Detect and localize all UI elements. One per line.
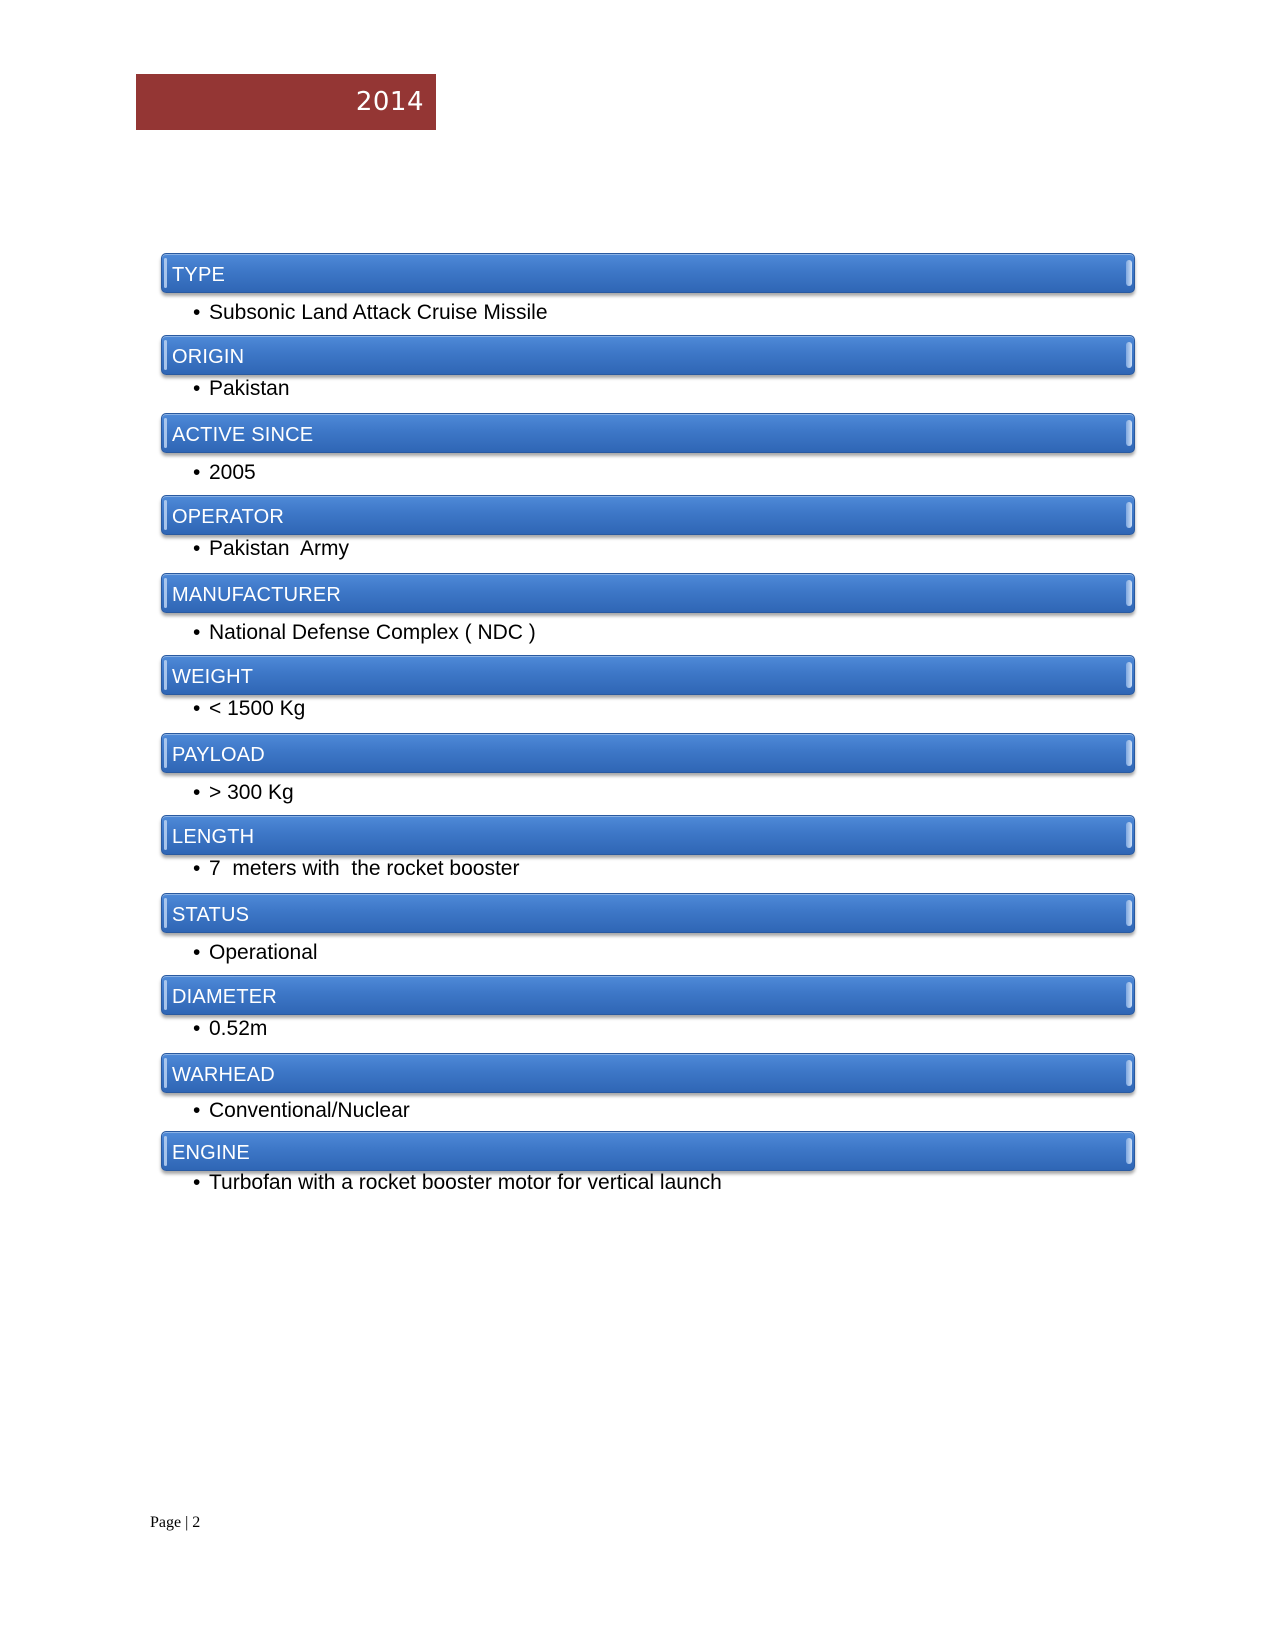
spec-value-text: Pakistan Army [209,537,350,560]
spec-value-text: < 1500 Kg [209,697,306,720]
year-label: 2014 [355,87,424,117]
spec-label: DIAMETER [172,986,277,1008]
page-number: Page | 2 [150,1514,201,1531]
spec-header-engine [161,1131,1135,1171]
spec-value-warhead [193,1099,410,1123]
spec-header-status [161,893,1135,933]
spec-label: WARHEAD [172,1064,275,1086]
spec-value-active-since [193,461,256,485]
spec-header-origin [161,335,1135,375]
spec-value-payload [193,781,294,805]
spec-header-operator [161,495,1135,535]
spec-value-text: Operational [209,941,318,964]
bullet-icon: • [193,377,201,400]
spec-header-diameter [161,975,1135,1015]
spec-label: ENGINE [172,1142,250,1164]
spec-header-length [161,815,1135,855]
spec-value-text: 0.52m [209,1017,268,1040]
spec-value-text: National Defense Complex ( NDC ) [209,621,536,644]
spec-label: STATUS [172,904,250,926]
bullet-icon: • [193,1171,201,1194]
year-banner [136,74,436,130]
spec-label: MANUFACTURER [172,584,342,606]
spec-header-payload [161,733,1135,773]
spec-value-type [193,301,548,325]
spec-label: TYPE [172,264,226,286]
bullet-icon: • [193,621,201,644]
spec-value-text: Pakistan [209,377,290,400]
spec-value-text: 7 meters with the rocket booster [209,857,520,880]
spec-value-text: Subsonic Land Attack Cruise Missile [209,301,548,324]
spec-label: ORIGIN [172,346,245,368]
spec-label: WEIGHT [172,666,254,688]
spec-header-warhead [161,1053,1135,1093]
spec-value-length [193,857,519,881]
spec-value-diameter [193,1017,267,1041]
spec-value-status [193,941,318,965]
bullet-icon: • [193,537,201,560]
bullet-icon: • [193,697,201,720]
spec-value-text: Conventional/Nuclear [209,1099,410,1122]
bullet-icon: • [193,1099,201,1122]
bullet-icon: • [193,781,201,804]
spec-label: LENGTH [172,826,255,848]
spec-label: OPERATOR [172,506,284,528]
spec-header-active-since [161,413,1135,453]
spec-value-engine [193,1171,722,1195]
spec-value-text: Turbofan with a rocket booster motor for vertical launch [209,1171,722,1194]
bullet-icon: • [193,941,201,964]
spec-value-operator [193,537,349,561]
spec-label: PAYLOAD [172,744,265,766]
spec-value-text: 2005 [209,461,256,484]
spec-value-weight [193,697,305,721]
spec-header-type [161,253,1135,293]
spec-value-manufacturer [193,621,536,645]
spec-header-manufacturer [161,573,1135,613]
bullet-icon: • [193,301,201,324]
bullet-icon: • [193,857,201,880]
spec-header-weight [161,655,1135,695]
spec-value-text: > 300 Kg [209,781,294,804]
spec-label: ACTIVE SINCE [172,424,314,446]
bullet-icon: • [193,1017,201,1040]
bullet-icon: • [193,461,201,484]
spec-value-origin [193,377,290,401]
